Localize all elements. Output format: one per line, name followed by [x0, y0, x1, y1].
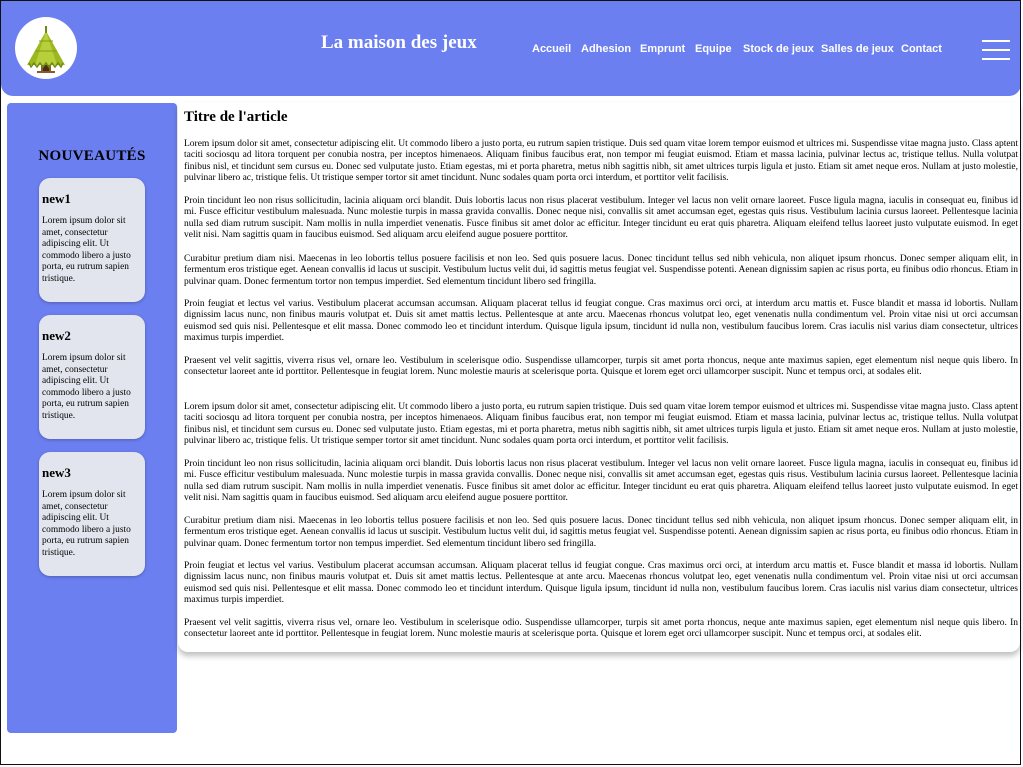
- article-paragraph: Praesent vel velit sagittis, viverra risus vel, ornare leo. Vestibulum in scelerisque odio. Suspendisse ullamcorper, turpis sit amet porta rhoncus, neque ante maximus sapien, eget elementum nisl neque quis libero. In consectetur laoreet ante id porttitor. Pellentesque in feugiat lorem. Nunc molestie mauris at scelerisque porta. Quisque et lorem eget orci ullamcorper suscipit. Nunc et tempus orci, at sodales elit.: [184, 356, 1018, 378]
- news-card-text: Lorem ipsum dolor sit amet, consectetur adipiscing elit. Ut commodo libero a justo porta, eu rutrum sapien tristique.: [42, 353, 131, 421]
- nav-equipe[interactable]: Equipe: [695, 43, 732, 55]
- article-paragraph: Proin feugiat et lectus vel varius. Vestibulum placerat accumsan accumsan. Aliquam placerat tellus id feugiat congue. Cras maximus orci orci, at interdum arcu mattis et. Fusce blandit et massa id lobortis. Nullam dignissim lacus nunc, non finibus mauris volutpat et. Duis sit amet mattis lectus. Pellentesque at ante arcu. Maecenas rhoncus volutpat leo, eget venenatis nulla condimentum vel. Proin vitae nisi ut orci accumsan euismod sed quis nisi. Pellentesque et elit massa. Donec commodo leo et tincidunt interdum. Quisque ligula ipsum, tincidunt id nulla non, vestibulum faucibus lorem. Cras iaculis nisl varius diam consectetur, ultrices maximus turpis imperdiet.: [184, 299, 1018, 344]
- article: [178, 103, 1020, 652]
- news-card-title: new1: [42, 191, 71, 206]
- news-card-text: Lorem ipsum dolor sit amet, consectetur adipiscing elit. Ut commodo libero a justo porta, eu rutrum sapien tristique.: [42, 216, 131, 284]
- news-card[interactable]: [39, 315, 145, 439]
- nav-accueil[interactable]: Accueil: [532, 43, 572, 55]
- hamburger-menu-icon[interactable]: [982, 40, 1010, 60]
- article-paragraph: Curabitur pretium diam nisi. Maecenas in leo lobortis tellus posuere facilisis et non leo. Sed quis posuere lacus. Donec tincidunt tellus sed nibh vehicula, non aliquet ipsum rhoncus. Donec semper aliquam elit, in fermentum eros tristique eget. Aenean convallis id lacus ut suscipit. Vestibulum luctus velit dui, id sagittis metus feugiat vel. Suspendisse potenti. Aenean dignissim sapien ac risus porta, eu finibus odio rhoncus. Etiam in pulvinar quam. Donec fermentum tortor non tempus imperdiet. Sed elementum tincidunt libero sed fringilla.: [184, 516, 1018, 549]
- news-card-text: Lorem ipsum dolor sit amet, consectetur adipiscing elit. Ut commodo libero a justo porta, eu rutrum sapien tristique.: [42, 490, 131, 558]
- nav-stock-de-jeux[interactable]: Stock de jeux: [743, 43, 814, 55]
- article-paragraph: Proin tincidunt leo non risus sollicitudin, lacinia aliquam orci blandit. Duis lobortis lacus non risus placerat vestibulum. Integer vel lacus non velit ornare laoreet. Fusce ligula magna, iaculis in consequat eu, finibus id mi. Fusce efficitur vestibulum malesuada. Nunc molestie turpis in massa gravida convallis. Donec neque nisi, convallis sit amet accumsan eget, egestas quis risus. Vestibulum lacinia cursus laoreet. Pellentesque lacinia nulla sed diam rutrum suscipit. Nam mollis in nulla imperdiet venenatis. Fusce finibus sit amet dolor ac efficitur. Integer tincidunt eu erat quis pharetra. Aliquam eleifend tellus laoreet justo vulputate euismod. In eget velit nisi. Nam sagittis quam in faucibus euismod. Sed aliquam arcu eleifend augue posuere porttitor.: [184, 196, 1018, 241]
- nav-salles-de-jeux[interactable]: Salles de jeux: [821, 43, 894, 55]
- news-card[interactable]: [39, 178, 145, 302]
- article-paragraph: Praesent vel velit sagittis, viverra risus vel, ornare leo. Vestibulum in scelerisque odio. Suspendisse ullamcorper, turpis sit amet porta rhoncus, neque ante maximus sapien, eget elementum nisl neque quis libero. In consectetur laoreet ante id porttitor. Pellentesque in feugiat lorem. Nunc molestie mauris at scelerisque porta. Quisque et lorem eget orci ullamcorper suscipit. Nunc et tempus orci, at sodales elit.: [184, 618, 1018, 640]
- nav-emprunt[interactable]: Emprunt: [640, 43, 686, 55]
- news-card[interactable]: [39, 452, 145, 576]
- article-title: Titre de l'article: [184, 109, 288, 125]
- site-title: La maison des jeux: [321, 32, 477, 53]
- news-card-title: new3: [42, 465, 71, 480]
- hut-logo-icon[interactable]: [15, 17, 77, 79]
- article-paragraph: Lorem ipsum dolor sit amet, consectetur adipiscing elit. Ut commodo libero a justo porta, eu rutrum sapien tristique. Duis sed quam vitae lorem tempor euismod et ultrices mi. Suspendisse vitae magna justo. Class aptent taciti sociosqu ad litora torquent per conubia nostra, per inceptos himenaeos. Aliquam finibus faucibus erat, non tempor mi feugiat euismod. Etiam et massa lacinia, pulvinar lectus ac, tristique tellus. Nulla volutpat finibus nisl, et tincidunt sem cursus eu. Donec sed vulputate justo. Etiam egestas, mi et porta pharetra, metus nibh sagittis nibh, sit amet ultrices turpis ligula et justo. Etiam sit amet neque eros. Nullam at justo molestie, pulvinar libero ac, tristique felis. Ut tristique semper tortor sit amet tincidunt. Nunc sodales quam porta orci interdum, et porttitor velit facilisis.: [184, 139, 1018, 184]
- sidebar: [7, 103, 177, 733]
- nav-contact[interactable]: Contact: [901, 43, 942, 55]
- article-paragraph: Curabitur pretium diam nisi. Maecenas in leo lobortis tellus posuere facilisis et non leo. Sed quis posuere lacus. Donec tincidunt tellus sed nibh vehicula, non aliquet ipsum rhoncus. Donec semper aliquam elit, in fermentum eros tristique eget. Aenean convallis id lacus ut suscipit. Vestibulum luctus velit dui, id sagittis metus feugiat vel. Suspendisse potenti. Aenean dignissim sapien ac risus porta, eu finibus odio rhoncus. Etiam in pulvinar quam. Donec fermentum tortor non tempus imperdiet. Sed elementum tincidunt libero sed fringilla.: [184, 254, 1018, 287]
- article-paragraph: Proin tincidunt leo non risus sollicitudin, lacinia aliquam orci blandit. Duis lobortis lacus non risus placerat vestibulum. Integer vel lacus non velit ornare laoreet. Fusce ligula magna, iaculis in consequat eu, finibus id mi. Fusce efficitur vestibulum malesuada. Nunc molestie turpis in massa gravida convallis. Donec neque nisi, convallis sit amet accumsan eget, egestas quis risus. Vestibulum lacinia cursus laoreet. Pellentesque lacinia nulla sed diam rutrum suscipit. Nam mollis in nulla imperdiet venenatis. Fusce finibus sit amet dolor ac efficitur. Integer tincidunt eu erat quis pharetra. Aliquam eleifend tellus laoreet justo vulputate euismod. In eget velit nisi. Nam sagittis quam in faucibus euismod. Sed aliquam arcu eleifend augue posuere porttitor.: [184, 459, 1018, 504]
- article-paragraph: Proin feugiat et lectus vel varius. Vestibulum placerat accumsan accumsan. Aliquam placerat tellus id feugiat congue. Cras maximus orci orci, at interdum arcu mattis et. Fusce blandit et massa id lobortis. Nullam dignissim lacus nunc, non finibus mauris volutpat et. Duis sit amet mattis lectus. Pellentesque at ante arcu. Maecenas rhoncus volutpat leo, eget venenatis nulla condimentum vel. Proin vitae nisi ut orci accumsan euismod sed quis nisi. Pellentesque et elit massa. Donec commodo leo et tincidunt interdum. Quisque ligula ipsum, tincidunt id nulla non, vestibulum faucibus lorem. Cras iaculis nisl varius diam consectetur, ultrices maximus turpis imperdiet.: [184, 561, 1018, 606]
- sidebar-title: NOUVEAUTÉS: [38, 148, 146, 164]
- news-card-title: new2: [42, 328, 71, 343]
- article-paragraph: Lorem ipsum dolor sit amet, consectetur adipiscing elit. Ut commodo libero a justo porta, eu rutrum sapien tristique. Duis sed quam vitae lorem tempor euismod et ultrices mi. Suspendisse vitae magna justo. Class aptent taciti sociosqu ad litora torquent per conubia nostra, per inceptos himenaeos. Aliquam finibus faucibus erat, non tempor mi feugiat euismod. Etiam et massa lacinia, pulvinar lectus ac, tristique tellus. Nulla volutpat finibus nisl, et tincidunt sem cursus eu. Donec sed vulputate justo. Etiam egestas, mi et porta pharetra, metus nibh sagittis nibh, sit amet ultrices turpis ligula et justo. Etiam sit amet neque eros. Nullam at justo molestie, pulvinar libero ac, tristique felis. Ut tristique semper tortor sit amet tincidunt. Nunc sodales quam porta orci interdum, et porttitor velit facilisis.: [184, 402, 1018, 447]
- site-header: [1, 1, 1021, 96]
- nav-adhesion[interactable]: Adhesion: [581, 43, 632, 55]
